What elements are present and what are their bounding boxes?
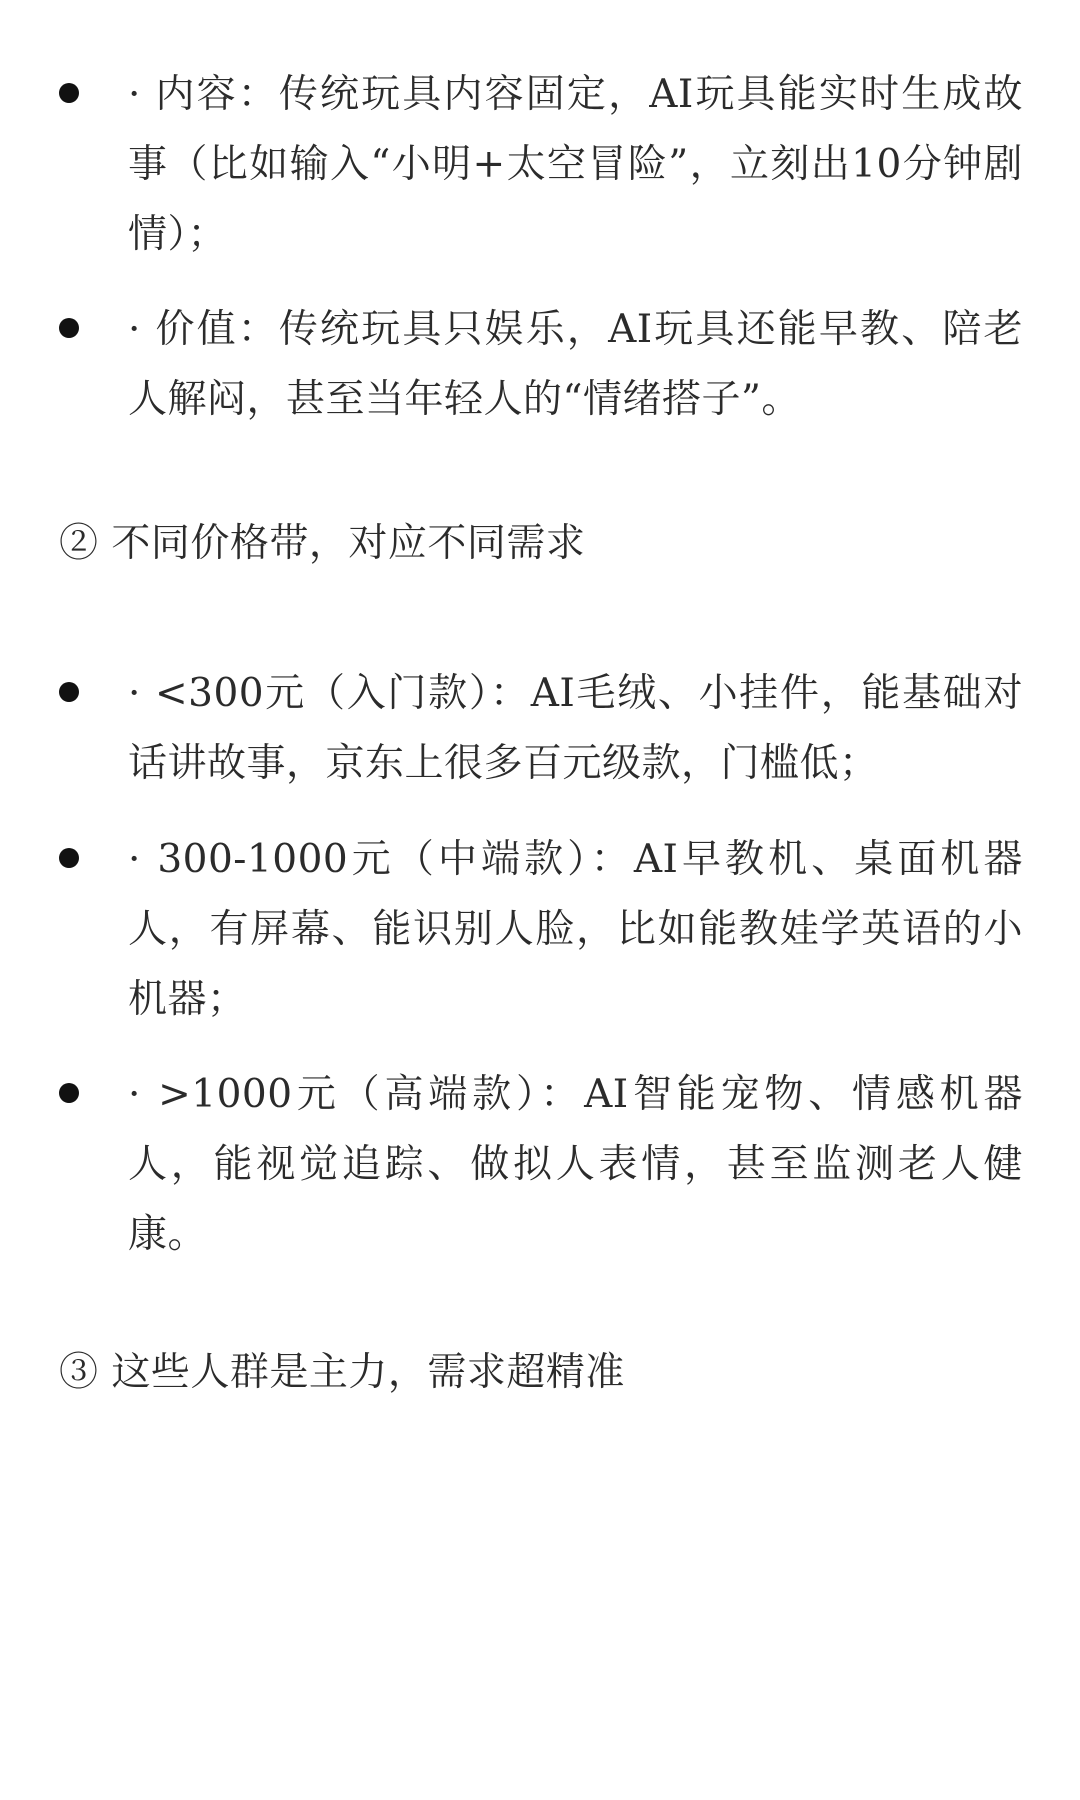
list-item-text: · 300-1000元（中端款）：AI早教机、桌面机器人，有屏幕、能识别人脸，比如能教娃学英语的小机器； [128,837,1023,1022]
bullet-dot-icon [59,848,79,868]
list-item-text: · 内容：传统玩具内容固定，AI玩具能实时生成故事（比如输入“小明+太空冒险”，立刻出10分钟剧情）； [128,72,1023,257]
bullet-dot-icon [59,1083,79,1103]
bullet-dot-icon [59,682,79,702]
bullet-dot-icon [59,83,79,103]
list-item-text: · <300元（入门款）：AI毛绒、小挂件，能基础对话讲故事，京东上很多百元级款，门槛低； [128,671,1023,786]
bullet-dot-icon [59,318,79,338]
list-item-text: · >1000元（高端款）：AI智能宠物、情感机器人，能视觉追踪、做拟人表情，甚至监测老人健康。 [128,1072,1023,1257]
section-heading-target-groups: ③ 这些人群是主力，需求超精准 [59,1350,625,1395]
section-heading-price-bands: ② 不同价格带，对应不同需求 [59,521,586,566]
list-item-text: · 价值：传统玩具只娱乐，AI玩具还能早教、陪老人解闷，甚至当年轻人的“情绪搭子”。 [128,307,1023,422]
